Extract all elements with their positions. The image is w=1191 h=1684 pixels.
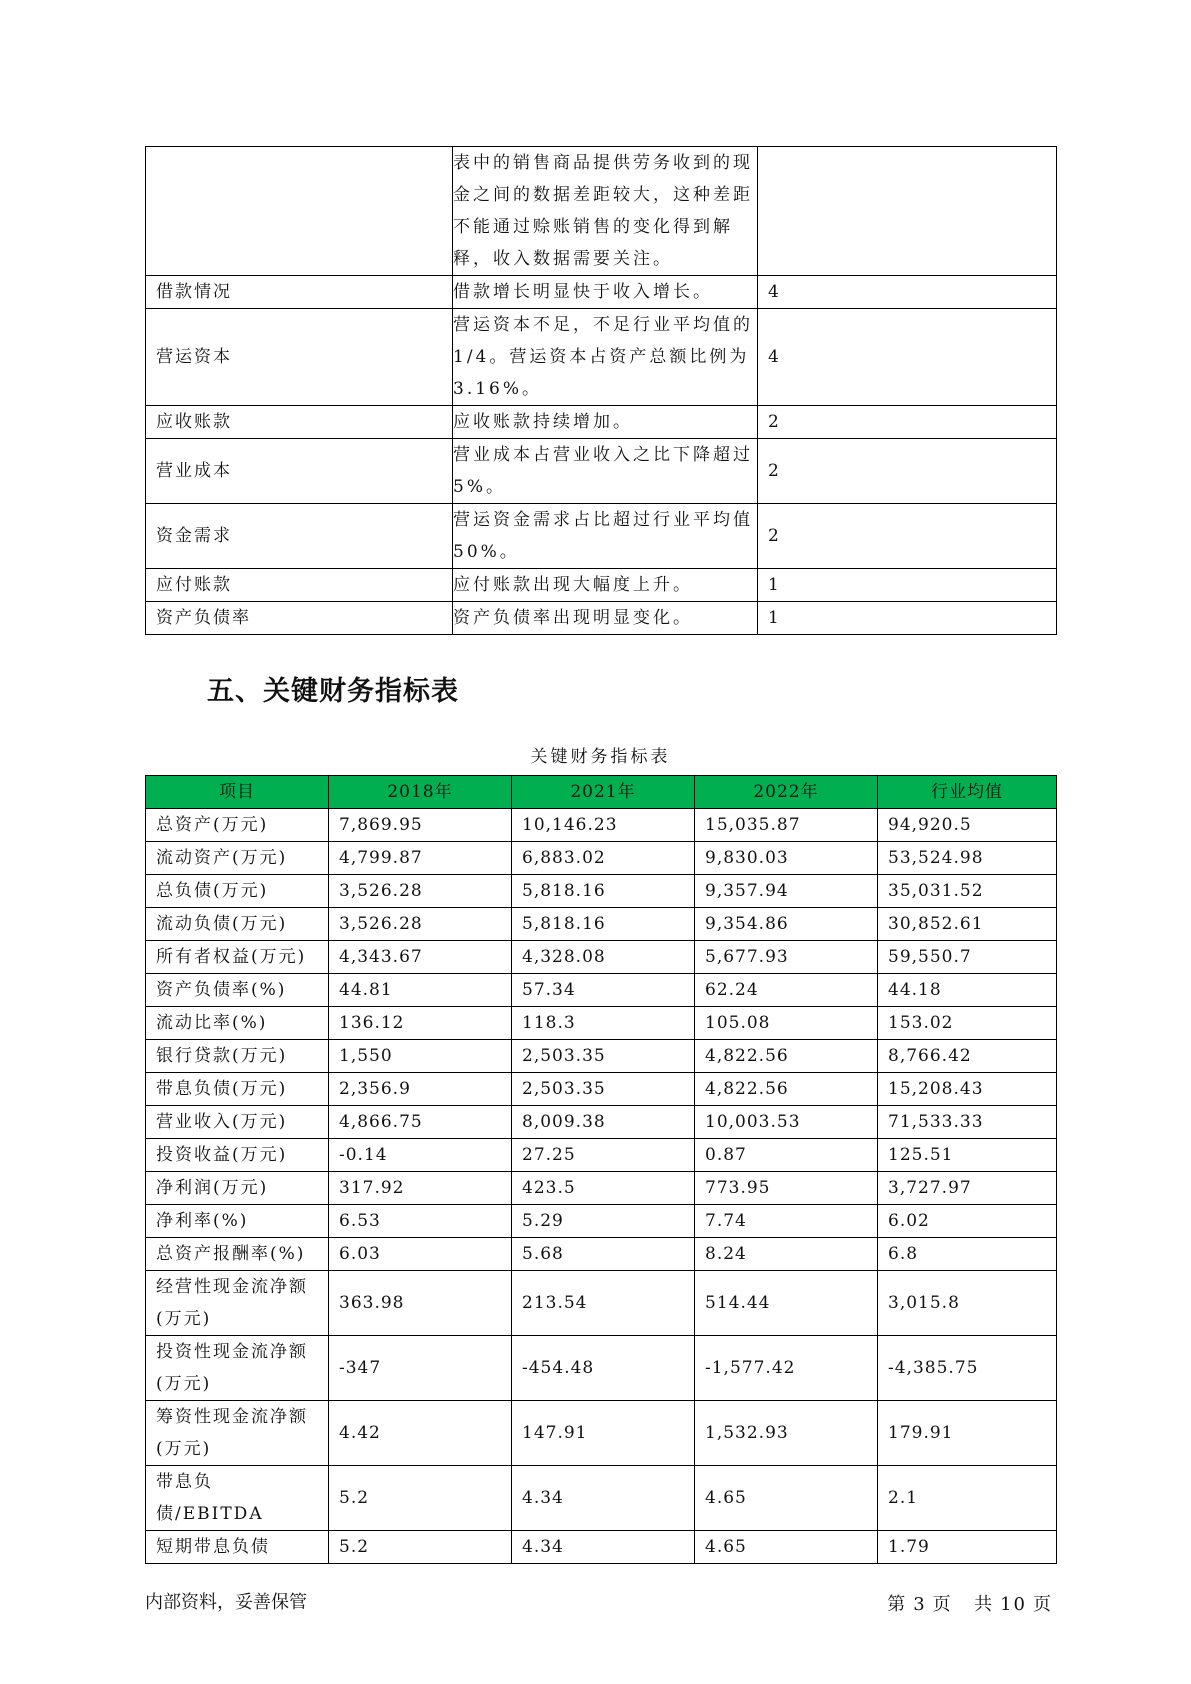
risk-score [758, 147, 1057, 276]
indicator-value: 363.98 [329, 1271, 512, 1336]
indicator-value: -454.48 [512, 1336, 695, 1401]
total-unit: 页 [1033, 1594, 1053, 1615]
indicator-value: 147.91 [512, 1401, 695, 1466]
risk-row [146, 309, 1057, 406]
indicator-value: 773.95 [695, 1172, 878, 1205]
risk-description: 营运资本不足，不足行业平均值的1/4。营运资本占资产总额比例为3.16%。 [453, 309, 758, 406]
indicator-value: -4,385.75 [878, 1336, 1057, 1401]
table-row [146, 974, 1057, 1007]
indicator-name: 所有者权益(万元) [146, 941, 329, 974]
risk-row [146, 602, 1057, 635]
indicator-value: 6.02 [878, 1205, 1057, 1238]
indicator-value: 8,766.42 [878, 1040, 1057, 1073]
risk-item: 借款情况 [146, 276, 453, 309]
column-header: 2021年 [512, 776, 695, 809]
indicator-value: 8,009.38 [512, 1106, 695, 1139]
table-row [146, 842, 1057, 875]
indicator-name: 投资收益(万元) [146, 1139, 329, 1172]
page-number: 3 [913, 1594, 927, 1615]
risk-description: 资产负债率出现明显变化。 [453, 602, 758, 635]
indicator-name: 总资产报酬率(%) [146, 1238, 329, 1271]
indicator-value: 44.81 [329, 974, 512, 1007]
indicator-value: 53,524.98 [878, 842, 1057, 875]
risk-description: 营运资金需求占比超过行业平均值50%。 [453, 504, 758, 569]
table-row [146, 1271, 1057, 1336]
indicator-value: 9,354.86 [695, 908, 878, 941]
indicator-value: 4.34 [512, 1466, 695, 1531]
table-row [146, 875, 1057, 908]
indicator-value: 179.91 [878, 1401, 1057, 1466]
table-row [146, 1040, 1057, 1073]
indicator-value: 44.18 [878, 974, 1057, 1007]
indicator-value: 5.2 [329, 1531, 512, 1564]
indicator-value: 94,920.5 [878, 809, 1057, 842]
column-header: 行业均值 [878, 776, 1057, 809]
risk-item: 营业成本 [146, 439, 453, 504]
indicator-value: 317.92 [329, 1172, 512, 1205]
indicator-name: 流动资产(万元) [146, 842, 329, 875]
indicator-name: 营业收入(万元) [146, 1106, 329, 1139]
indicator-value: 5.29 [512, 1205, 695, 1238]
indicator-name: 短期带息负债 [146, 1531, 329, 1564]
indicator-name: 总负债(万元) [146, 875, 329, 908]
table-row [146, 1531, 1057, 1564]
indicator-value: 7,869.95 [329, 809, 512, 842]
table-caption: 关键财务指标表 [530, 747, 671, 767]
indicator-value: 1.79 [878, 1531, 1057, 1564]
indicator-name: 经营性现金流净额(万元) [146, 1271, 329, 1336]
column-header: 2018年 [329, 776, 512, 809]
indicator-value: 125.51 [878, 1139, 1057, 1172]
indicator-value: 5,818.16 [512, 908, 695, 941]
indicator-value: 4,343.67 [329, 941, 512, 974]
risk-indicator-table [145, 146, 1057, 635]
indicator-name: 带息负债/EBITDA [146, 1466, 329, 1531]
key-financial-indicator-table [145, 775, 1057, 1564]
indicator-value: -347 [329, 1336, 512, 1401]
indicator-value: 6.8 [878, 1238, 1057, 1271]
table-row [146, 1336, 1057, 1401]
risk-score: 2 [758, 406, 1057, 439]
indicator-value: 5,818.16 [512, 875, 695, 908]
indicator-value: 3,015.8 [878, 1271, 1057, 1336]
indicator-value: 4,822.56 [695, 1073, 878, 1106]
indicator-value: 4.42 [329, 1401, 512, 1466]
indicator-value: 2,503.35 [512, 1040, 695, 1073]
indicator-value: 5.2 [329, 1466, 512, 1531]
indicator-value: 2,356.9 [329, 1073, 512, 1106]
indicator-value: 4,799.87 [329, 842, 512, 875]
indicator-value: 0.87 [695, 1139, 878, 1172]
indicator-value: 27.25 [512, 1139, 695, 1172]
table-row [146, 1073, 1057, 1106]
indicator-value: 5,677.93 [695, 941, 878, 974]
indicator-value: 153.02 [878, 1007, 1057, 1040]
indicator-value: 3,727.97 [878, 1172, 1057, 1205]
indicator-name: 银行贷款(万元) [146, 1040, 329, 1073]
indicator-name: 流动负债(万元) [146, 908, 329, 941]
table-row [146, 1238, 1057, 1271]
risk-description: 借款增长明显快于收入增长。 [453, 276, 758, 309]
indicator-value: 2,503.35 [512, 1073, 695, 1106]
indicator-value: -1,577.42 [695, 1336, 878, 1401]
indicator-value: 8.24 [695, 1238, 878, 1271]
indicator-value: 514.44 [695, 1271, 878, 1336]
indicator-value: 4,822.56 [695, 1040, 878, 1073]
risk-item: 应付账款 [146, 569, 453, 602]
column-header: 2022年 [695, 776, 878, 809]
risk-description: 营业成本占营业收入之比下降超过5%。 [453, 439, 758, 504]
indicator-value: 423.5 [512, 1172, 695, 1205]
indicator-value: -0.14 [329, 1139, 512, 1172]
indicator-value: 4,328.08 [512, 941, 695, 974]
indicator-value: 9,830.03 [695, 842, 878, 875]
risk-row [146, 406, 1057, 439]
indicator-value: 4.34 [512, 1531, 695, 1564]
indicator-value: 35,031.52 [878, 875, 1057, 908]
section-title: 五、关键财务指标表 [207, 676, 459, 707]
indicator-value: 57.34 [512, 974, 695, 1007]
indicator-value: 2.1 [878, 1466, 1057, 1531]
indicator-name: 投资性现金流净额(万元) [146, 1336, 329, 1401]
table-row [146, 1401, 1057, 1466]
footer-page-info [884, 1590, 1056, 1616]
indicator-value: 118.3 [512, 1007, 695, 1040]
risk-item [146, 147, 453, 276]
indicator-value: 59,550.7 [878, 941, 1057, 974]
indicator-value: 1,550 [329, 1040, 512, 1073]
risk-description: 应收账款持续增加。 [453, 406, 758, 439]
indicator-value: 5.68 [512, 1238, 695, 1271]
indicator-value: 136.12 [329, 1007, 512, 1040]
indicator-name: 总资产(万元) [146, 809, 329, 842]
footer-confidential-note: 内部资料，妥善保管 [145, 1592, 307, 1613]
table-row [146, 1007, 1057, 1040]
page-prefix: 第 [887, 1594, 908, 1615]
indicator-value: 15,035.87 [695, 809, 878, 842]
indicator-value: 30,852.61 [878, 908, 1057, 941]
indicator-value: 4,866.75 [329, 1106, 512, 1139]
risk-description: 表中的销售商品提供劳务收到的现金之间的数据差距较大，这种差距不能通过赊账销售的变化得到解释，收入数据需要关注。 [453, 147, 758, 276]
risk-item: 营运资本 [146, 309, 453, 406]
risk-score: 4 [758, 309, 1057, 406]
indicator-name: 带息负债(万元) [146, 1073, 329, 1106]
indicator-value: 9,357.94 [695, 875, 878, 908]
table-row [146, 809, 1057, 842]
indicator-value: 71,533.33 [878, 1106, 1057, 1139]
indicator-value: 213.54 [512, 1271, 695, 1336]
indicator-value: 1,532.93 [695, 1401, 878, 1466]
indicator-value: 10,146.23 [512, 809, 695, 842]
table-row [146, 941, 1057, 974]
total-prefix: 共 [974, 1594, 995, 1615]
indicator-name: 净利润(万元) [146, 1172, 329, 1205]
indicator-value: 6,883.02 [512, 842, 695, 875]
risk-score: 1 [758, 569, 1057, 602]
total-pages: 10 [1000, 1594, 1027, 1615]
indicator-value: 105.08 [695, 1007, 878, 1040]
indicator-value: 10,003.53 [695, 1106, 878, 1139]
table-header-row [146, 776, 1057, 809]
indicator-name: 净利率(%) [146, 1205, 329, 1238]
table-row [146, 1205, 1057, 1238]
column-header: 项目 [146, 776, 329, 809]
risk-row [146, 276, 1057, 309]
risk-row [146, 439, 1057, 504]
table-row [146, 1106, 1057, 1139]
table-row [146, 1172, 1057, 1205]
risk-row [146, 147, 1057, 276]
risk-score: 2 [758, 439, 1057, 504]
risk-item: 资金需求 [146, 504, 453, 569]
risk-description: 应付账款出现大幅度上升。 [453, 569, 758, 602]
table-row [146, 1466, 1057, 1531]
indicator-name: 资产负债率(%) [146, 974, 329, 1007]
risk-score: 1 [758, 602, 1057, 635]
indicator-value: 3,526.28 [329, 875, 512, 908]
risk-row [146, 504, 1057, 569]
risk-score: 4 [758, 276, 1057, 309]
risk-row [146, 569, 1057, 602]
indicator-value: 3,526.28 [329, 908, 512, 941]
risk-item: 资产负债率 [146, 602, 453, 635]
indicator-value: 15,208.43 [878, 1073, 1057, 1106]
indicator-value: 4.65 [695, 1466, 878, 1531]
page-unit: 页 [932, 1594, 953, 1615]
indicator-name: 流动比率(%) [146, 1007, 329, 1040]
indicator-name: 筹资性现金流净额(万元) [146, 1401, 329, 1466]
risk-item: 应收账款 [146, 406, 453, 439]
indicator-value: 6.53 [329, 1205, 512, 1238]
risk-score: 2 [758, 504, 1057, 569]
indicator-value: 4.65 [695, 1531, 878, 1564]
indicator-value: 62.24 [695, 974, 878, 1007]
table-row [146, 1139, 1057, 1172]
indicator-value: 6.03 [329, 1238, 512, 1271]
indicator-value: 7.74 [695, 1205, 878, 1238]
table-row [146, 908, 1057, 941]
